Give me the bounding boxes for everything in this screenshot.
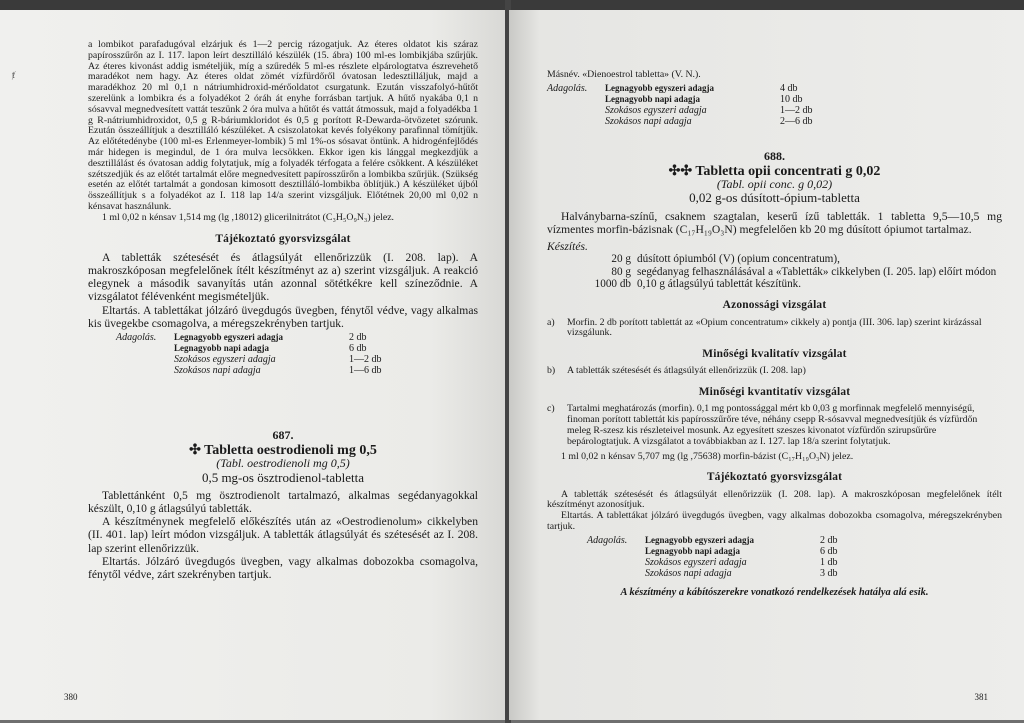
dosage-key: Szokásos egyszeri adagja	[605, 104, 707, 116]
monograph-preparation: A készítménynek megfelelő előkészítés után az «Oestrodienolum» cikkelyben (II. 401. lap) leírt módon vizsgáljuk. A tabletták átlagsúlyát és szétesését az I. 208. lap szerint ellenőrizzük.	[88, 515, 478, 555]
monograph-latin: (Tabl. oestrodienoli mg 0,5)	[216, 456, 350, 471]
ident-text: Morfin. 2 db porított tablettát az «Opium concentratum» cikkely a) pontja (III. 306. lap) szerint kirázással vizsgálunk.	[567, 316, 982, 339]
dosage-label: Adagolás.	[116, 331, 157, 343]
monograph-number: 687.	[272, 427, 294, 442]
dosage-key: Szokásos napi adagja	[645, 567, 732, 579]
prep-row	[547, 278, 1002, 290]
page-number: 381	[974, 692, 988, 702]
qual-item: b) A tabletták szétesését és átlagsúlyát ellenőrizzük (I. 208. lap)	[547, 365, 806, 377]
left-column	[88, 40, 478, 581]
dosage-value: 1—2 db	[349, 353, 382, 365]
monograph-description: Tablettánként 0,5 mg ösztrodienolt tartalmazó, alkalmas segédanyagokkal készült, 0,10 g átlagsúlyú tabletták.	[88, 488, 478, 515]
dosage-value: 2—6 db	[780, 115, 813, 127]
storage-text: Eltartás. A tablettákat jólzáró üvegdugós üvegben, fénytől védve, vagy alkalmas kis üvegekbe csomagolva, a méregszekrényben tartjuk.	[88, 303, 478, 330]
dosage-key: Legnagyobb egyszeri adagja	[174, 331, 283, 342]
monograph-description: Halványbarna-színű, csaknem szagtalan, keserű ízű tabletták. 1 tabletta 9,5—10,5 mg vízmentes morfin-bázisnak (C₁₇H₁₉O₃N) megfelelően kb 20 mg dúsított ópiumot tartalmaz.	[547, 209, 1002, 236]
dosage-key: Szokásos napi adagja	[174, 364, 261, 376]
dosage-value: 10 db	[780, 93, 803, 105]
prep-row	[547, 253, 1002, 265]
prep-quantity: 80 g	[611, 265, 631, 278]
footer-note: A készítmény a kábítószerekre vonatkozó rendelkezések hatálya alá esik.	[620, 586, 929, 598]
right-column	[547, 70, 1002, 598]
prep-list	[547, 253, 1002, 290]
page-number: 380	[64, 692, 78, 702]
prep-label: Készítés.	[547, 240, 588, 254]
monograph-latin: (Tabl. opii conc. g 0,02)	[716, 177, 833, 192]
dosage-key: Legnagyobb egyszeri adagja	[605, 82, 714, 93]
prep-row	[547, 266, 1002, 278]
prep-quantity: 20 g	[611, 253, 631, 266]
monograph-title: ✣ Tabletta oestrodienoli mg 0,5	[189, 443, 377, 459]
info-text: A tabletták szétesését és átlagsúlyát ellenőrizzük (I. 208. lap). A makroszkóposan megfelelőnek ítélt készítményt az a) szerint vizsgáljuk. A reakció elegynek a második savanyítás után azonnal sötétkékre kell színeződnie. A vizsgálatot félévenként megismételjük.	[88, 250, 478, 304]
monograph-hungarian: 0,5 mg-os ösztrodienol-tabletta	[201, 469, 365, 485]
info-text: A tabletták szétesését és átlagsúlyát ellenőrizzük (I. 208. lap). A makroszkóposan megfelelőnek ítélt készítményt azonosítjuk.	[547, 488, 1002, 511]
right-page	[509, 10, 1024, 720]
dosage-label: Adagolás.	[587, 534, 628, 546]
dosage-value: 1 db	[820, 556, 838, 568]
dosage-key: Szokásos napi adagja	[605, 115, 692, 127]
dosage-value: 6 db	[820, 545, 838, 557]
ident-item: a) Morfin. 2 db porított tablettát az «Opium concentratum» cikkely a) pontja (III. 306. lap) szerint kirázással vizsgálunk.	[547, 318, 1002, 340]
qual-heading: Minőségi kvalitatív vizsgálat	[702, 348, 847, 361]
prep-text: 0,10 g átlagsúlyú tablettát készítünk.	[637, 278, 802, 291]
info-heading: Tájékoztató gyorsvizsgálat	[215, 232, 351, 245]
synonym-text: Másnév. «Dienoestrol tabletta» (V. N.).	[547, 69, 701, 80]
dosage-key: Legnagyobb napi adagja	[605, 93, 701, 104]
dosage-value: 3 db	[820, 567, 838, 579]
dosage-label: Adagolás.	[547, 82, 588, 94]
storage-text: Eltartás. A tablettákat jólzáró üvegdugós üvegben, vagy alkalmas dobozokba csomagolva, méregszekrényben tartjuk.	[547, 510, 1002, 533]
dosage-key: Legnagyobb napi adagja	[645, 545, 741, 556]
dosage-value: 2 db	[349, 331, 367, 343]
quant-heading: Minőségi kvantitatív vizsgálat	[698, 386, 851, 399]
monograph-title: ✣✣ Tabletta opii concentrati g 0,02	[668, 164, 881, 179]
dosage-value: 6 db	[349, 342, 367, 354]
prep-quantity: 1000 db	[594, 278, 631, 291]
qual-text: A tabletták szétesését és átlagsúlyát ellenőrizzük (I. 208. lap)	[567, 365, 806, 377]
margin-mark: ⱦ	[12, 70, 15, 81]
monograph-hungarian: 0,02 g-os dúsított-ópium-tabletta	[689, 190, 860, 206]
dosage-value: 4 db	[780, 82, 798, 94]
equivalence-text: 1 ml 0,02 n kénsav 5,707 mg (lg ,75638) morfin-bázist (C₁₇H₁₉O₃N) jelez.	[561, 450, 854, 462]
info-heading: Tájékoztató gyorsvizsgálat	[706, 471, 843, 484]
monograph-storage: Eltartás. Jólzáró üvegdugós üvegben, vagy alkalmas dobozokba csomagolva, fénytől védve, zárt szekrényben tartjuk.	[88, 554, 478, 581]
left-page	[0, 10, 507, 720]
dosage-value: 1—2 db	[780, 104, 813, 116]
dosage-value: 1—6 db	[349, 364, 382, 376]
equivalence-text: 1 ml 0,02 n kénsav 1,514 mg (lg ,18012) glicerilnitrátot (C₃H₅O₉N₃) jelez.	[102, 211, 395, 223]
dosage-key: Legnagyobb egyszeri adagja	[645, 534, 754, 545]
procedure-text: a lombikot parafadugóval elzárjuk és 1—2 percig rázogatjuk. Az éteres oldatot kis száraz papírosszűrőn az I. 117. lapon leírt desztilláló készülék (15. ábra) 100 ml-es lombikjába szűrjük. Az éteres kivonást addig ismételjük, míg a szűredék 5 ml-es részlete elpárologtatva észrevehető maradékot nem hagy. Az éteres oldat zömét vízfürdőről óvatosan ledesztilláljuk, majd a maradékhoz 20 ml 0,1 n nátriumhidroxid-mérőoldatot csurgatunk. Ezután visszafolyó-hűtőt szerelünk a lombikra és a folyadékot 2 óráh át enyhe forrásban tartjuk. A hűtő nyakába 0,1 n sósavval megnedvesített vattát teszünk 2 óra mulva a hűtőt és vattát átmossuk, majd a folyadékba 1 g R-nátriumhidroxidot, 0,5 g R-báriumkloridot és 0,5 g porított R-Dewarda-ötvözetet szórunk. Ezután összeállítjuk a desztilláló készüléket. A csiszolatokat kevés folyékony parafinnal tömítjük. Az előtétedénybe (100 ml-es Erlenmeyer-lombik) 5 ml 1%-os sósavat öntünk. A hidrogénfejlődés már hidegen is megindul, de 1 óra mulva lecsökken. Ekkor igen kis lánggal megkezdjük a desztillálást és óvatosan addig folytatjuk, míg a folyadék térfogata a felére csökkent. A készüléket szétszedjük és az előtét tartalmát előre megnedvesített papírosszűrőn a lombikba szűrjük. (Szükség esetén az előtét tartalmát a gondosan kimosott desztilláló-lombikba öblítjük.) A készüléket újból összeállítjuk s a folyadékot az I. 118 lap 14/a szerint vizsgáljuk. Előtétnek 20,00 ml 0,02 n kénsavat használunk.	[88, 39, 478, 212]
prep-text: segédanyag felhasználásával a «Tabletták» cikkelyben (I. 205. lap) előírt módon	[637, 265, 997, 278]
quant-item: c) Tartalmi meghatározás (morfin). 0,1 mg pontossággal mért kb 0,03 g morfinnak megfelelő mennyiségű, finoman porított tablettát kis papírosszűrőre téve, néhány csepp R-sósavval megnedvesítjük és vízfürdőn meleg R-szesz kis részleteivel mosunk. Az egyesített szeszes kivonatot vízfürdőn szirupsűrűre bepárologtatjuk. A vizsgálatot a továbbiakban az I. 127. lap 18/a szerint folytatjuk.	[547, 404, 1002, 447]
dosage-value: 2 db	[820, 534, 838, 546]
prep-text: dúsított ópiumból (V) (opium concentratum),	[637, 253, 840, 266]
dosage-table-top	[547, 83, 1002, 127]
monograph-number: 688.	[764, 148, 785, 163]
quant-text: Tartalmi meghatározás (morfin). 0,1 mg pontossággal mért kb 0,03 g morfinnak megfelelő mennyiségű, finoman porított tablettát kis papírosszűrőre téve, néhány csepp R-sósavval megnedvesítjük és vízfürdőn meleg R-szesz kis részleteivel mosunk. Az egyesített szeszes kivonatot vízfürdőn szirupsűrűre bepárologtatjuk. A vizsgálatot a továbbiakban az I. 127. lap 18/a szerint folytatjuk.	[567, 403, 978, 447]
dosage-key: Szokásos egyszeri adagja	[174, 353, 276, 365]
dosage-table	[116, 332, 478, 376]
dosage-key: Szokásos egyszeri adagja	[645, 556, 747, 568]
dosage-table-bottom	[587, 535, 1002, 579]
dosage-key: Legnagyobb napi adagja	[174, 342, 270, 353]
ident-heading: Azonossági vizsgálat	[722, 299, 827, 312]
